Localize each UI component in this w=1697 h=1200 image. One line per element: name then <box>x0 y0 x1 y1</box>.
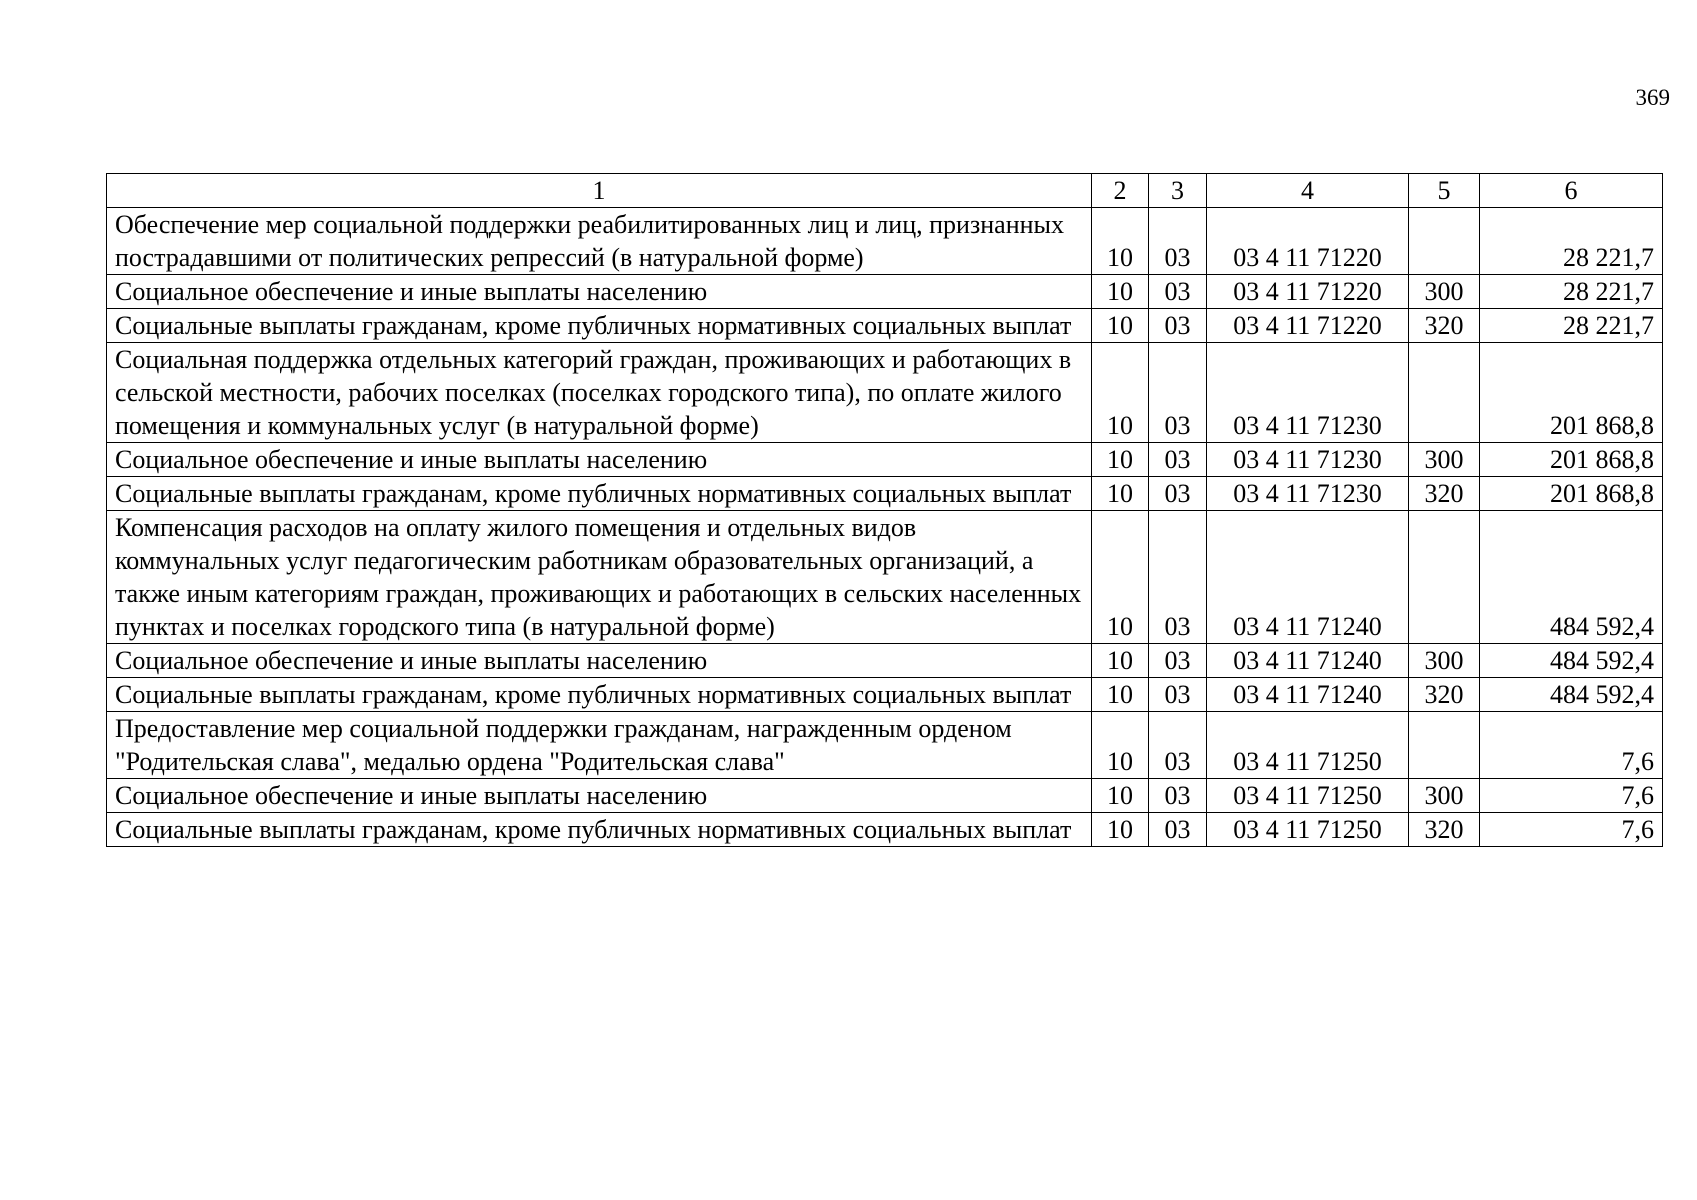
row-name-cell: Социальное обеспечение и иные выплаты населению <box>107 275 1092 309</box>
header-col-6: 6 <box>1480 174 1663 208</box>
header-col-4: 4 <box>1207 174 1409 208</box>
row-section-cell: 10 <box>1092 779 1149 813</box>
row-expense-type-cell: 320 <box>1409 678 1480 712</box>
table-row <box>107 813 1663 847</box>
table-row <box>107 309 1663 343</box>
row-subsection-cell: 03 <box>1149 477 1207 511</box>
row-subsection-cell: 03 <box>1149 443 1207 477</box>
row-amount-cell: 7,6 <box>1480 712 1663 779</box>
row-subsection-cell: 03 <box>1149 208 1207 275</box>
row-section-cell: 10 <box>1092 477 1149 511</box>
row-target-article-cell: 03 4 11 71230 <box>1207 477 1409 511</box>
row-name-cell: Социальные выплаты гражданам, кроме публичных нормативных социальных выплат <box>107 813 1092 847</box>
row-target-article-cell: 03 4 11 71230 <box>1207 343 1409 443</box>
row-subsection-cell: 03 <box>1149 813 1207 847</box>
row-target-article-cell: 03 4 11 71250 <box>1207 712 1409 779</box>
page-number: 369 <box>1635 85 1670 110</box>
row-name-cell: Предоставление мер социальной поддержки гражданам, награжденным орденом "Родительская слава", медалью ордена "Родительская слава" <box>107 712 1092 779</box>
row-section-cell: 10 <box>1092 275 1149 309</box>
row-section-cell: 10 <box>1092 343 1149 443</box>
table-row <box>107 343 1663 443</box>
row-amount-cell: 201 868,8 <box>1480 477 1663 511</box>
row-amount-cell: 7,6 <box>1480 813 1663 847</box>
row-subsection-cell: 03 <box>1149 712 1207 779</box>
row-section-cell: 10 <box>1092 813 1149 847</box>
row-subsection-cell: 03 <box>1149 511 1207 644</box>
row-target-article-cell: 03 4 11 71220 <box>1207 309 1409 343</box>
row-name-cell: Социальные выплаты гражданам, кроме публичных нормативных социальных выплат <box>107 477 1092 511</box>
table-row <box>107 511 1663 644</box>
budget-table <box>106 173 1663 847</box>
row-amount-cell: 484 592,4 <box>1480 678 1663 712</box>
header-row <box>107 174 1663 208</box>
row-expense-type-cell: 300 <box>1409 275 1480 309</box>
row-expense-type-cell: 300 <box>1409 779 1480 813</box>
row-section-cell: 10 <box>1092 208 1149 275</box>
table-row <box>107 644 1663 678</box>
table-row <box>107 678 1663 712</box>
row-expense-type-cell: 300 <box>1409 644 1480 678</box>
row-amount-cell: 28 221,7 <box>1480 309 1663 343</box>
header-col-2: 2 <box>1092 174 1149 208</box>
row-name-cell: Обеспечение мер социальной поддержки реабилитированных лиц и лиц, признанных пострадавшими от политических репрессий (в натуральной форме) <box>107 208 1092 275</box>
row-amount-cell: 7,6 <box>1480 779 1663 813</box>
row-name-cell: Социальная поддержка отдельных категорий граждан, проживающих и работающих в сельской местности, рабочих поселках (поселках городского типа), по оплате жилого помещения и коммунальных услуг (в натуральной форме) <box>107 343 1092 443</box>
row-amount-cell: 28 221,7 <box>1480 208 1663 275</box>
row-target-article-cell: 03 4 11 71240 <box>1207 678 1409 712</box>
row-subsection-cell: 03 <box>1149 779 1207 813</box>
table-row <box>107 208 1663 275</box>
row-amount-cell: 484 592,4 <box>1480 511 1663 644</box>
row-name-cell: Социальное обеспечение и иные выплаты населению <box>107 644 1092 678</box>
row-target-article-cell: 03 4 11 71250 <box>1207 779 1409 813</box>
row-section-cell: 10 <box>1092 309 1149 343</box>
row-subsection-cell: 03 <box>1149 309 1207 343</box>
table-row <box>107 443 1663 477</box>
row-amount-cell: 484 592,4 <box>1480 644 1663 678</box>
row-section-cell: 10 <box>1092 678 1149 712</box>
table-row <box>107 275 1663 309</box>
row-subsection-cell: 03 <box>1149 275 1207 309</box>
row-expense-type-cell <box>1409 712 1480 779</box>
table-row <box>107 477 1663 511</box>
row-expense-type-cell <box>1409 511 1480 644</box>
row-name-cell: Социальное обеспечение и иные выплаты населению <box>107 443 1092 477</box>
row-name-cell: Социальные выплаты гражданам, кроме публичных нормативных социальных выплат <box>107 309 1092 343</box>
row-expense-type-cell: 300 <box>1409 443 1480 477</box>
row-name-cell: Социальное обеспечение и иные выплаты населению <box>107 779 1092 813</box>
row-target-article-cell: 03 4 11 71250 <box>1207 813 1409 847</box>
header-col-1: 1 <box>107 174 1092 208</box>
row-amount-cell: 201 868,8 <box>1480 343 1663 443</box>
row-target-article-cell: 03 4 11 71220 <box>1207 275 1409 309</box>
row-name-cell: Социальные выплаты гражданам, кроме публичных нормативных социальных выплат <box>107 678 1092 712</box>
row-expense-type-cell: 320 <box>1409 477 1480 511</box>
row-amount-cell: 28 221,7 <box>1480 275 1663 309</box>
row-expense-type-cell <box>1409 343 1480 443</box>
row-target-article-cell: 03 4 11 71220 <box>1207 208 1409 275</box>
row-subsection-cell: 03 <box>1149 678 1207 712</box>
table-row <box>107 779 1663 813</box>
row-section-cell: 10 <box>1092 712 1149 779</box>
row-expense-type-cell <box>1409 208 1480 275</box>
row-section-cell: 10 <box>1092 644 1149 678</box>
header-col-5: 5 <box>1409 174 1480 208</box>
row-amount-cell: 201 868,8 <box>1480 443 1663 477</box>
table-body <box>107 208 1663 847</box>
row-expense-type-cell: 320 <box>1409 309 1480 343</box>
row-subsection-cell: 03 <box>1149 644 1207 678</box>
row-target-article-cell: 03 4 11 71240 <box>1207 511 1409 644</box>
row-target-article-cell: 03 4 11 71230 <box>1207 443 1409 477</box>
row-target-article-cell: 03 4 11 71240 <box>1207 644 1409 678</box>
header-col-3: 3 <box>1149 174 1207 208</box>
row-expense-type-cell: 320 <box>1409 813 1480 847</box>
row-section-cell: 10 <box>1092 443 1149 477</box>
table-row <box>107 712 1663 779</box>
row-name-cell: Компенсация расходов на оплату жилого помещения и отдельных видов коммунальных услуг педагогическим работникам образовательных организаций, а также иным категориям граждан, проживающих и работающих в сельских населенных пунктах и поселках городского типа (в натуральной форме) <box>107 511 1092 644</box>
row-section-cell: 10 <box>1092 511 1149 644</box>
row-subsection-cell: 03 <box>1149 343 1207 443</box>
